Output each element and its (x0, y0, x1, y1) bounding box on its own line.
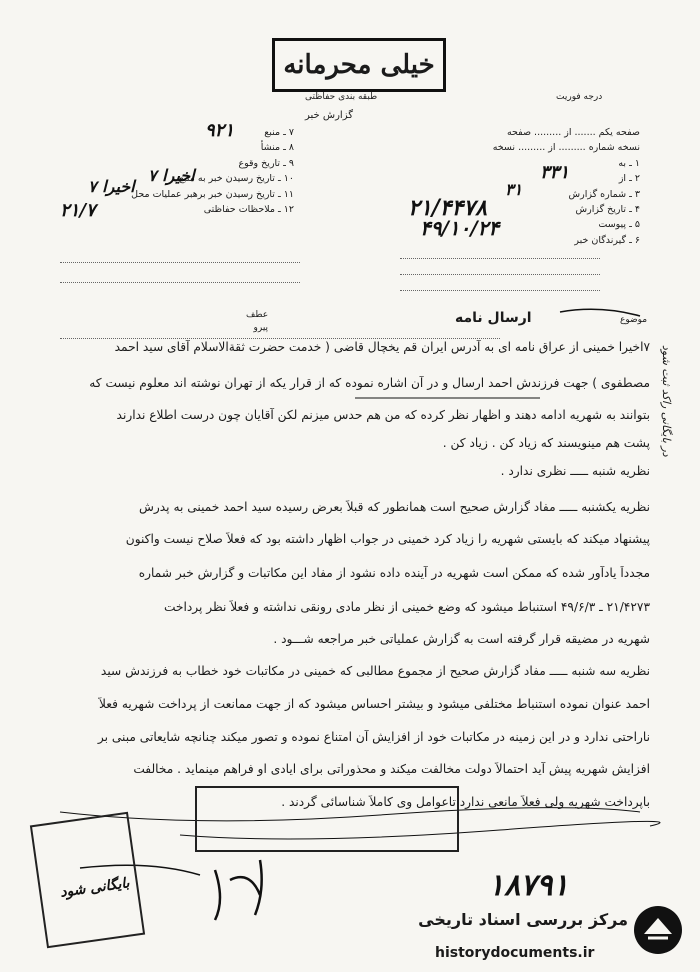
body-line: پیشنهاد میکند که بایستی شهریه را زیاد کرد خمینی در جواب اظهار داشته بود که فعلاً صلاح نیست واکنون (125, 532, 650, 546)
field-label: ۳ ـ شماره گزارش (568, 188, 640, 200)
handwritten-report-date: ۴۹/۱۰/۲۴ (420, 216, 500, 240)
signature-box (195, 786, 459, 852)
watermark-org-name: مرکز بررسی اسناد تاریخی (418, 910, 628, 929)
field-label: ۲ ـ از (618, 173, 640, 185)
handwritten-from: ۳۱ (505, 180, 523, 199)
urgency-label: درجه فوریت (556, 92, 603, 102)
classification-stamp: خیلی محرمانه (272, 38, 446, 92)
body-line: پشت هم مینویسند که زیاد کن . زیاد کن . (442, 436, 650, 450)
field-label: نسخه شماره ......... از ......... نسخه (492, 142, 640, 154)
handwritten-to: ۳۳۱ (540, 162, 570, 183)
handwritten-leader-date: ۲۱/۷ (60, 200, 96, 221)
handwritten-signature-note: بایگانی شود (59, 875, 131, 901)
handwritten-source-no: ۹۲۱ (205, 120, 235, 141)
field-label: ۱۱ ـ تاریخ رسیدن خبر برهبر عملیات محل (131, 188, 294, 200)
watermark-url: historydocuments.ir (435, 945, 595, 961)
body-line: ۲۱/۴۲۷۳ ـ ۴۹/۶/۳ استنباط میشود که وضع خمینی از نظر مادی رونقی نداشته و فعلاً نظر پرداخت (163, 600, 650, 614)
body-line: نظریه شنبه ـــــ نظری ندارد . (500, 464, 650, 478)
field-label: ۸ ـ منشأ (260, 142, 294, 154)
field-label: ۱ ـ به (618, 157, 640, 169)
field-label: ۱۲ ـ ملاحظات حفاظتی (203, 204, 294, 216)
field-label: ۹ ـ تاریخ وقوع (238, 157, 294, 169)
body-line: ناراحتی ندارد و در این زمینه در مکاتبات خود از افزایش آن امتناع نموده و تصور میکند چنانچه شایعاتی مبنی بر (97, 730, 650, 744)
field-label: ۷ ـ منبع (264, 127, 294, 138)
reference-label: پیرو (253, 323, 269, 333)
body-line: شهریه در مضیقه قرار گرفته است به گزارش عملیاتی خبر مراجعه شـــود . (273, 632, 650, 646)
body-line: افزایش شهریه پیش آید احتمالاً دولت مخالفت میکند و محذوراتی برای ایادی او فراهم مینماید . مخالفت (133, 762, 650, 776)
body-line: باپرداخت شهریه ولی فعلاً مانعی ندارد تاعوامل وی کاملاً شناسائی گردند . (281, 795, 650, 809)
field-label: ۵ ـ پیوست (598, 219, 640, 231)
handwritten-occurrence: ۷ اخیرا (148, 166, 195, 185)
reference-label: عطف (246, 310, 269, 320)
handwritten-arrival: ۷ اخیرا (88, 177, 135, 196)
report-title: گزارش خبر (305, 110, 353, 121)
margin-handwritten-note: در بایگانی راکد ثبت شود (660, 345, 673, 457)
body-line: احمد عنوان نموده استنباط مختلفی میشود و بیشتر احساس میشود که از جهت ممانعت از پرداخت شهریه فعلاً (98, 697, 650, 711)
field-label: ۴ ـ تاریخ گزارش (575, 204, 640, 216)
handwritten-bottom-number: ۱۸۷۹۱ (488, 868, 569, 903)
field-label: ۶ ـ گیرندگان خبر (574, 234, 640, 246)
handwritten-report-no: ۲۱/۴۴۷۸ (408, 195, 487, 221)
field-label: صفحه یکم ....... از ......... صفحه (506, 127, 640, 138)
body-line: بتوانند به شهریه ادامه دهند و اظهار نظر کرده که من هم حدس میزنم لکن آقایان چون درست اطلاع ندارند (116, 408, 650, 422)
field-label: ۱۰ ـ تاریخ رسیدن خبر به منبع (179, 173, 294, 185)
body-line: مصطفوی ) جهت فرزندش احمد ارسال و در آن اشاره نموده که از قرار یکه از تهران نوشته اند معلوم نیست که (89, 376, 650, 390)
body-line: مجدداً یادآور شده که ممکن است شهریه در آینده داده نشود از مفاد این مکاتبات و گزارش خبر شماره (138, 566, 650, 580)
watermark-logo-icon (632, 904, 684, 956)
body-line: ۷اخیرا خمینی از عراق نامه ای به آدرس ایران قم یخچال قاضی ( خدمت حضرت ثقةالاسلام آقای سید احمد (114, 340, 650, 354)
body-line: نظریه سه شنبه ـــــ مفاد گزارش صحیح از مجموع مطالبی که خمینی در مکاتبات خود خطاب به فرزندش سید (100, 664, 650, 678)
subject-value: ارسال نامه (455, 310, 532, 326)
subject-label: موضوع (620, 315, 648, 325)
body-line: نظریه یکشنبه ـــــ مفاد گزارش صحیح است همانطور که قبلاً بعرض رسیده سید احمد خمینی به پدرش (139, 500, 650, 514)
classification-sub-label: طبقه بندی حفاظتی (305, 92, 378, 102)
